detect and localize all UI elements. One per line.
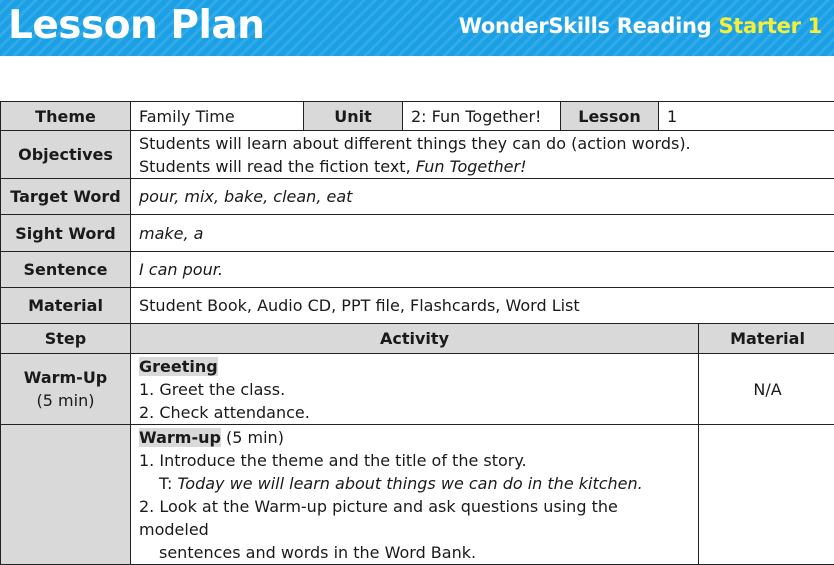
warmup-teacher-line — [139, 472, 690, 495]
warmup-title: Warm-up — [139, 428, 221, 447]
theme-label: Theme — [1, 102, 131, 131]
warmup-step — [1, 354, 131, 425]
objective-1: Students will learn about different things they can do (action words). — [139, 132, 828, 155]
warmup-title-line — [139, 426, 690, 449]
target-word-value: pour, mix, bake, clean, eat — [131, 179, 834, 215]
sentence-label: Sentence — [1, 252, 131, 288]
series-level: Starter 1 — [718, 14, 822, 38]
theme-row — [1, 102, 834, 131]
material-value: Student Book, Audio CD, PPT file, Flashcards, Word List — [131, 288, 834, 324]
greeting-material: N/A — [699, 354, 834, 425]
warmup-step-cell — [1, 425, 131, 565]
lesson-value: 1 — [659, 102, 834, 131]
objectives-label: Objectives — [1, 131, 131, 179]
warmup-step-time: (5 min) — [3, 389, 128, 412]
activity-header: Activity — [131, 324, 699, 354]
greeting-activity — [131, 354, 699, 425]
warmup-item-1: 1. Introduce the theme and the title of the story. — [139, 449, 690, 472]
objectives-row — [1, 131, 834, 179]
teacher-prefix: T: — [159, 474, 178, 493]
warmup-step-label: Warm-Up — [3, 366, 128, 389]
step-header: Step — [1, 324, 131, 354]
series-title — [459, 14, 822, 38]
target-word-label: Target Word — [1, 179, 131, 215]
sight-word-row — [1, 215, 834, 252]
sentence-value: I can pour. — [131, 252, 834, 288]
warmup-item-2-cont: sentences and words in the Word Bank. — [139, 541, 690, 564]
greeting-item-1: 1. Greet the class. — [139, 378, 690, 401]
lesson-plan-table — [0, 101, 834, 565]
theme-value: Family Time — [131, 102, 304, 131]
page-title: Lesson Plan — [8, 3, 264, 48]
greeting-title-line — [139, 355, 690, 378]
warmup-time: (5 min) — [221, 428, 284, 447]
story-title: Fun Together! — [416, 157, 527, 176]
greeting-item-2: 2. Check attendance. — [139, 401, 690, 424]
warmup-material — [699, 425, 834, 565]
unit-label: Unit — [304, 102, 403, 131]
greeting-title: Greeting — [139, 357, 218, 376]
lesson-label: Lesson — [561, 102, 659, 131]
teacher-script: Today we will learn about things we can do in the kitchen. — [178, 474, 643, 493]
material-row — [1, 288, 834, 324]
sight-word-value: make, a — [131, 215, 834, 252]
warmup-activity — [131, 425, 699, 565]
warmup-item-2: 2. Look at the Warm-up picture and ask questions using the modeled — [139, 495, 690, 541]
objectives-value — [131, 131, 834, 179]
objective-2 — [139, 155, 828, 178]
unit-value: 2: Fun Together! — [403, 102, 561, 131]
material-header: Material — [699, 324, 834, 354]
sight-word-label: Sight Word — [1, 215, 131, 252]
series-name: WonderSkills Reading — [459, 14, 712, 38]
material-label: Material — [1, 288, 131, 324]
target-word-row — [1, 179, 834, 215]
header-banner — [0, 0, 834, 56]
activity-header-row — [1, 324, 834, 354]
objective-2-text: Students will read the fiction text, — [139, 157, 416, 176]
warmup-row — [1, 425, 834, 565]
greeting-row — [1, 354, 834, 425]
sentence-row — [1, 252, 834, 288]
